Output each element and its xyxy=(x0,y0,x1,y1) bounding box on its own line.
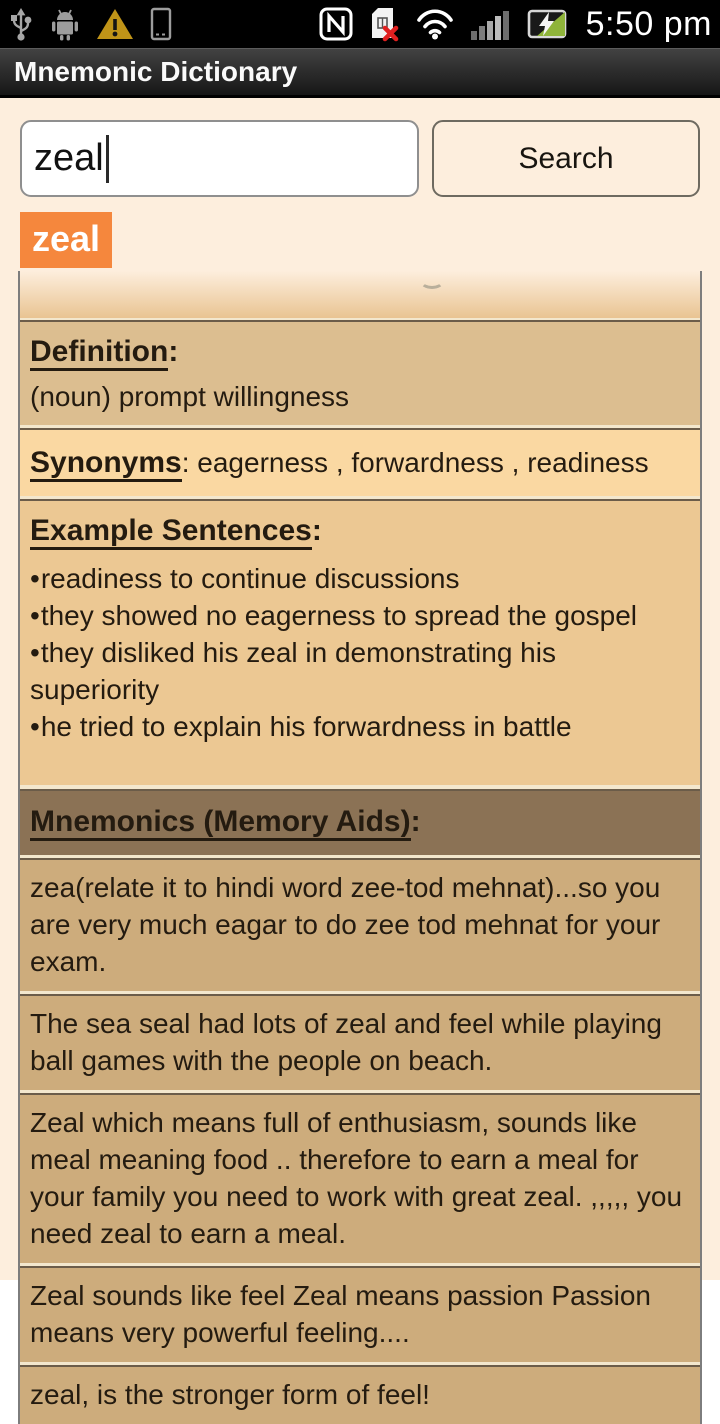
synonyms-text: : eagerness , forwardness , readiness xyxy=(181,447,649,478)
status-icons-left xyxy=(8,6,173,42)
mnemonic-item: Zeal which means full of enthusiasm, sounds like meal meaning food .. therefore to earn a meal for your family you need to work with great zeal. ,,,,, you need zeal to earn a meal. xyxy=(20,1093,700,1263)
search-button[interactable]: Search xyxy=(432,120,700,197)
status-time: 5:50 pm xyxy=(585,4,712,43)
synonyms-section xyxy=(20,428,700,496)
wifi-icon xyxy=(415,8,455,40)
search-row xyxy=(0,98,720,197)
definition-section xyxy=(20,320,700,425)
text-cursor xyxy=(106,135,109,183)
bullet-icon: • xyxy=(30,711,40,742)
mnemonics-heading-colon: : xyxy=(410,805,421,838)
status-bar xyxy=(0,0,720,48)
examples-heading-row xyxy=(30,511,690,551)
usb-icon xyxy=(8,6,34,42)
example-sentence xyxy=(30,634,690,708)
examples-heading-colon: : xyxy=(311,514,322,547)
search-input[interactable] xyxy=(20,120,419,197)
definition-heading-colon: : xyxy=(168,335,179,368)
definition-heading: Definition xyxy=(30,335,168,371)
synonyms-heading: Synonyms xyxy=(30,446,182,482)
example-list xyxy=(30,560,690,745)
nfc-icon xyxy=(319,7,353,41)
example-sentence-text: they showed no eagerness to spread the gospel xyxy=(40,600,638,631)
search-input-wrap xyxy=(20,120,419,197)
mnemonic-item: Zeal sounds like feel Zeal means passion Passion means very powerful feeling.... xyxy=(20,1266,700,1362)
headword-chip: zeal xyxy=(20,212,112,268)
device-icon xyxy=(149,7,173,41)
examples-section xyxy=(20,499,700,785)
bullet-icon: • xyxy=(30,563,40,594)
examples-heading: Example Sentences xyxy=(30,514,312,550)
example-sentence xyxy=(30,708,690,745)
decorative-swirl-icon xyxy=(420,274,444,289)
status-icons-right xyxy=(319,5,712,44)
sim-missing-icon xyxy=(368,6,400,42)
warning-icon xyxy=(96,8,134,40)
app-title: Mnemonic Dictionary xyxy=(14,56,298,87)
example-sentence-text: he tried to explain his forwardness in battle xyxy=(40,711,572,742)
example-sentence-text: they disliked his zeal in demonstrating his superiority xyxy=(30,637,556,705)
title-bar xyxy=(0,48,720,98)
result-card[interactable] xyxy=(18,271,702,1424)
card-header xyxy=(20,271,700,318)
signal-strength-icon xyxy=(470,7,512,41)
example-sentence xyxy=(30,560,690,597)
example-sentence xyxy=(30,597,690,634)
mnemonic-item: zea(relate it to hindi word zee-tod mehnat)...so you are very much eagar to do zee tod mehnat for your exam. xyxy=(20,858,700,991)
battery-charging-icon xyxy=(527,9,567,39)
mnemonics-heading: Mnemonics (Memory Aids) xyxy=(30,805,411,841)
definition-heading-row xyxy=(30,332,690,372)
definition-text: (noun) prompt willingness xyxy=(30,381,350,412)
mnemonics-header xyxy=(20,789,700,855)
bullet-icon: • xyxy=(30,637,40,668)
mnemonic-item: The sea seal had lots of zeal and feel while playing ball games with the people on beach. xyxy=(20,994,700,1090)
mnemonic-item: zeal, is the stronger form of feel! xyxy=(20,1365,700,1424)
android-icon xyxy=(49,7,81,41)
example-sentence-text: readiness to continue discussions xyxy=(40,563,460,594)
bullet-icon: • xyxy=(30,600,40,631)
